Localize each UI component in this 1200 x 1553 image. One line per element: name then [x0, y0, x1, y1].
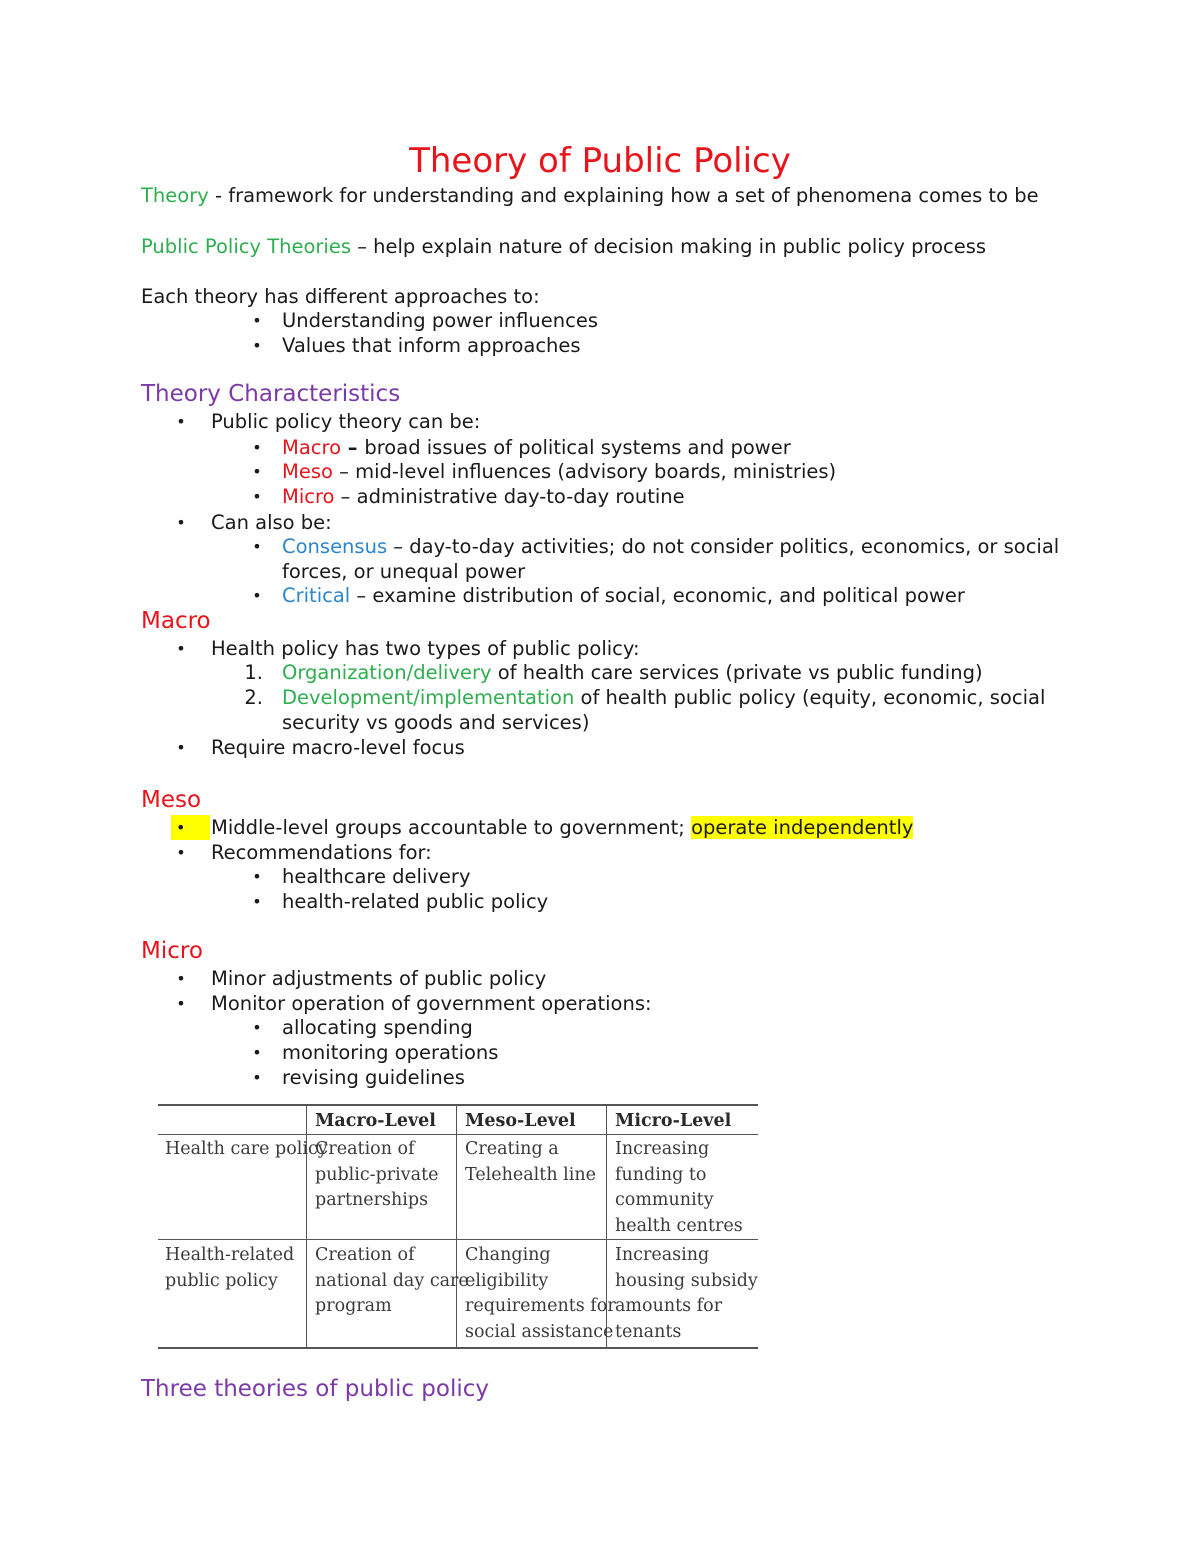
table-header-meso: Meso-Level [465, 1111, 576, 1131]
list-item: Can also be: [211, 511, 332, 534]
list-item-micro: Micro – administrative day-to-day routine [282, 485, 685, 508]
bullet: • [176, 843, 186, 862]
list-item-meso-groups: Middle-level groups accountable to government; operate independently [211, 816, 914, 839]
bullet: • [252, 311, 262, 330]
table-rule-bottom [158, 1347, 758, 1349]
list-item: Recommendations for: [211, 841, 432, 864]
table-row-label: Health care policy [165, 1139, 328, 1159]
bullet: • [252, 438, 262, 457]
bullet: • [252, 537, 262, 556]
list-item: monitoring operations [282, 1041, 499, 1064]
bullet: • [176, 969, 186, 988]
heading-theory-characteristics: Theory Characteristics [141, 381, 401, 407]
list-item: Require macro-level focus [211, 736, 465, 759]
list-item: allocating spending [282, 1016, 473, 1039]
list-item: healthcare delivery [282, 865, 471, 888]
policy-levels-table [158, 1104, 758, 1349]
table-cell: Changing eligibility requirements for social assistance [465, 1245, 616, 1342]
list-item: Values that inform approaches [282, 334, 581, 357]
table-cell: Increasing housing subsidy amounts for tenants [615, 1245, 758, 1342]
list-item: revising guidelines [282, 1066, 465, 1089]
bullet: • [176, 412, 186, 431]
page-title: Theory of Public Policy [409, 141, 791, 181]
heading-micro: Micro [141, 938, 203, 964]
list-item-critical: Critical – examine distribution of social, economic, and political power [282, 584, 965, 607]
list-item: health-related public policy [282, 890, 549, 913]
list-item: Minor adjustments of public policy [211, 967, 547, 990]
list-number: 1. [244, 661, 263, 684]
bullet: • [252, 867, 262, 886]
theory-definition [141, 183, 1039, 208]
list-item-meso: Meso – mid-level influences (advisory boards, ministries) [282, 460, 837, 483]
bullet: • [252, 336, 262, 355]
bullet: • [176, 738, 186, 757]
bullet-highlighted: • [171, 815, 210, 840]
bullet: • [252, 487, 262, 506]
heading-macro: Macro [141, 608, 211, 634]
table-cell: Creation of national day care program [315, 1245, 469, 1316]
table-header-macro: Macro-Level [315, 1111, 436, 1131]
table-rule-top [158, 1104, 758, 1106]
heading-meso: Meso [141, 787, 202, 813]
approaches-lead: Each theory has different approaches to: [141, 285, 540, 308]
table-rule-middle [158, 1239, 758, 1240]
table-row-label: Health-related public policy [165, 1245, 295, 1291]
bullet: • [176, 994, 186, 1013]
bullet: • [252, 1018, 262, 1037]
table-cell: Creation of public-private partnerships [315, 1139, 439, 1210]
list-number: 2. [244, 686, 263, 709]
heading-three-theories: Three theories of public policy [141, 1376, 489, 1402]
ppt-def: – help explain nature of decision making in public policy process [351, 235, 987, 258]
list-item-development-cont: security vs goods and services) [282, 711, 590, 734]
ppt-definition [141, 234, 986, 259]
list-item-consensus: Consensus – day-to-day activities; do not consider politics, economics, or social [282, 535, 1060, 558]
list-item: Monitor operation of government operations: [211, 992, 652, 1015]
list-item: Understanding power influences [282, 309, 598, 332]
list-item-consensus-cont: forces, or unequal power [282, 560, 526, 583]
theory-term: Theory [141, 184, 209, 207]
bullet: • [252, 586, 262, 605]
theory-def: - framework for understanding and explaining how a set of phenomena comes to be [208, 184, 1039, 207]
bullet: • [176, 513, 186, 532]
list-item: Health policy has two types of public policy: [211, 637, 640, 660]
list-item-organization: Organization/delivery of health care services (private vs public funding) [282, 661, 983, 684]
bullet: • [176, 639, 186, 658]
table-header-micro: Micro-Level [615, 1111, 732, 1131]
table-cell: Creating a Telehealth line [465, 1139, 596, 1185]
bullet: • [252, 1043, 262, 1062]
ppt-term: Public Policy Theories [141, 235, 351, 258]
highlighted-text: operate independently [691, 816, 914, 839]
list-item: Public policy theory can be: [211, 410, 481, 433]
list-item-macro: Macro – broad issues of political systems and power [282, 436, 791, 459]
table-cell: Increasing funding to community health centres [615, 1139, 743, 1236]
bullet: • [252, 892, 262, 911]
list-item-development: Development/implementation of health public policy (equity, economic, social [282, 686, 1046, 709]
bullet: • [252, 1068, 262, 1087]
bullet: • [252, 462, 262, 481]
